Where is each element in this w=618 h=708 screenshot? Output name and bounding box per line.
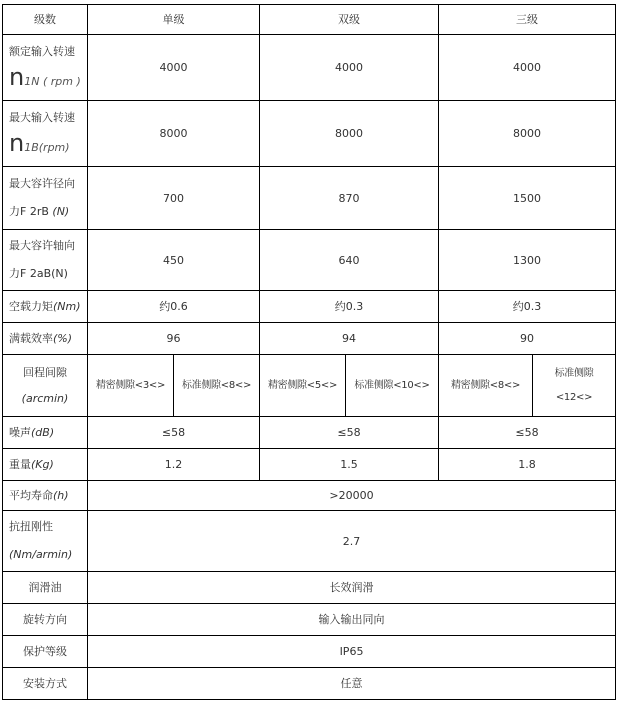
radial-force-triple: 1500: [439, 167, 616, 230]
max-speed-single: 8000: [88, 101, 260, 167]
lifetime-row: [3, 481, 616, 511]
max-speed-triple: 8000: [439, 101, 616, 167]
noise-triple: ≤58: [439, 417, 616, 449]
rotation-label: 旋转方向: [3, 604, 88, 636]
protection-value: IP65: [88, 636, 616, 668]
axial-force-row: [3, 230, 616, 291]
mounting-label: 安装方式: [3, 668, 88, 700]
mounting-row: [3, 668, 616, 700]
lubrication-value: 长效润滑: [88, 572, 616, 604]
weight-label: 重量(Kg): [3, 449, 88, 481]
gearbox-spec-table: [2, 4, 616, 700]
noload-torque-double: 约0.3: [260, 291, 439, 323]
noload-torque-label: 空载力矩(Nm): [3, 291, 88, 323]
max-speed-double: 8000: [260, 101, 439, 167]
backlash-double-precision: 精密侧隙<5<>: [260, 355, 346, 417]
weight-double: 1.5: [260, 449, 439, 481]
axial-force-triple: 1300: [439, 230, 616, 291]
efficiency-triple: 90: [439, 323, 616, 355]
header-double: 双级: [260, 5, 439, 35]
radial-force-row: [3, 167, 616, 230]
rated-speed-double: 4000: [260, 35, 439, 101]
noise-double: ≤58: [260, 417, 439, 449]
header-triple: 三级: [439, 5, 616, 35]
rated-speed-single: 4000: [88, 35, 260, 101]
noload-torque-row: [3, 291, 616, 323]
rated-speed-row: [3, 35, 616, 101]
backlash-triple-standard: 标准侧隙 <12<>: [533, 355, 616, 417]
backlash-double-standard: 标准侧隙<10<>: [346, 355, 439, 417]
weight-single: 1.2: [88, 449, 260, 481]
backlash-single-precision: 精密侧隙<3<>: [88, 355, 174, 417]
weight-triple: 1.8: [439, 449, 616, 481]
noise-label: 噪声(dB): [3, 417, 88, 449]
max-speed-label: 最大输入转速 n1B(rpm): [3, 101, 88, 167]
weight-row: [3, 449, 616, 481]
noise-single: ≤58: [88, 417, 260, 449]
noload-torque-single: 约0.6: [88, 291, 260, 323]
efficiency-label: 满载效率(%): [3, 323, 88, 355]
noise-row: [3, 417, 616, 449]
rotation-value: 输入输出同向: [88, 604, 616, 636]
noload-torque-triple: 约0.3: [439, 291, 616, 323]
lubrication-label: 润滑油: [3, 572, 88, 604]
backlash-label: 回程间隙 (arcmin): [3, 355, 88, 417]
backlash-single-standard: 标准侧隙<8<>: [174, 355, 260, 417]
rated-speed-triple: 4000: [439, 35, 616, 101]
max-speed-row: [3, 101, 616, 167]
efficiency-row: [3, 323, 616, 355]
radial-force-label: 最大容许径向 力F 2rB (N): [3, 167, 88, 230]
axial-force-single: 450: [88, 230, 260, 291]
efficiency-single: 96: [88, 323, 260, 355]
header-row: [3, 5, 616, 35]
rotation-row: [3, 604, 616, 636]
radial-force-double: 870: [260, 167, 439, 230]
header-single: 单级: [88, 5, 260, 35]
lubrication-row: [3, 572, 616, 604]
rated-speed-label: 额定输入转速 n1N ( rpm ): [3, 35, 88, 101]
radial-force-single: 700: [88, 167, 260, 230]
stiffness-row: [3, 511, 616, 572]
mounting-value: 任意: [88, 668, 616, 700]
stiffness-value: 2.7: [88, 511, 616, 572]
stiffness-label: 抗扭刚性 (Nm/armin): [3, 511, 88, 572]
backlash-row: [3, 355, 616, 417]
axial-force-double: 640: [260, 230, 439, 291]
lifetime-value: >20000: [88, 481, 616, 511]
lifetime-label: 平均寿命(h): [3, 481, 88, 511]
backlash-triple-precision: 精密侧隙<8<>: [439, 355, 533, 417]
axial-force-label: 最大容许轴向 力F 2aB(N): [3, 230, 88, 291]
efficiency-double: 94: [260, 323, 439, 355]
protection-row: [3, 636, 616, 668]
protection-label: 保护等级: [3, 636, 88, 668]
header-stage: 级数: [3, 5, 88, 35]
